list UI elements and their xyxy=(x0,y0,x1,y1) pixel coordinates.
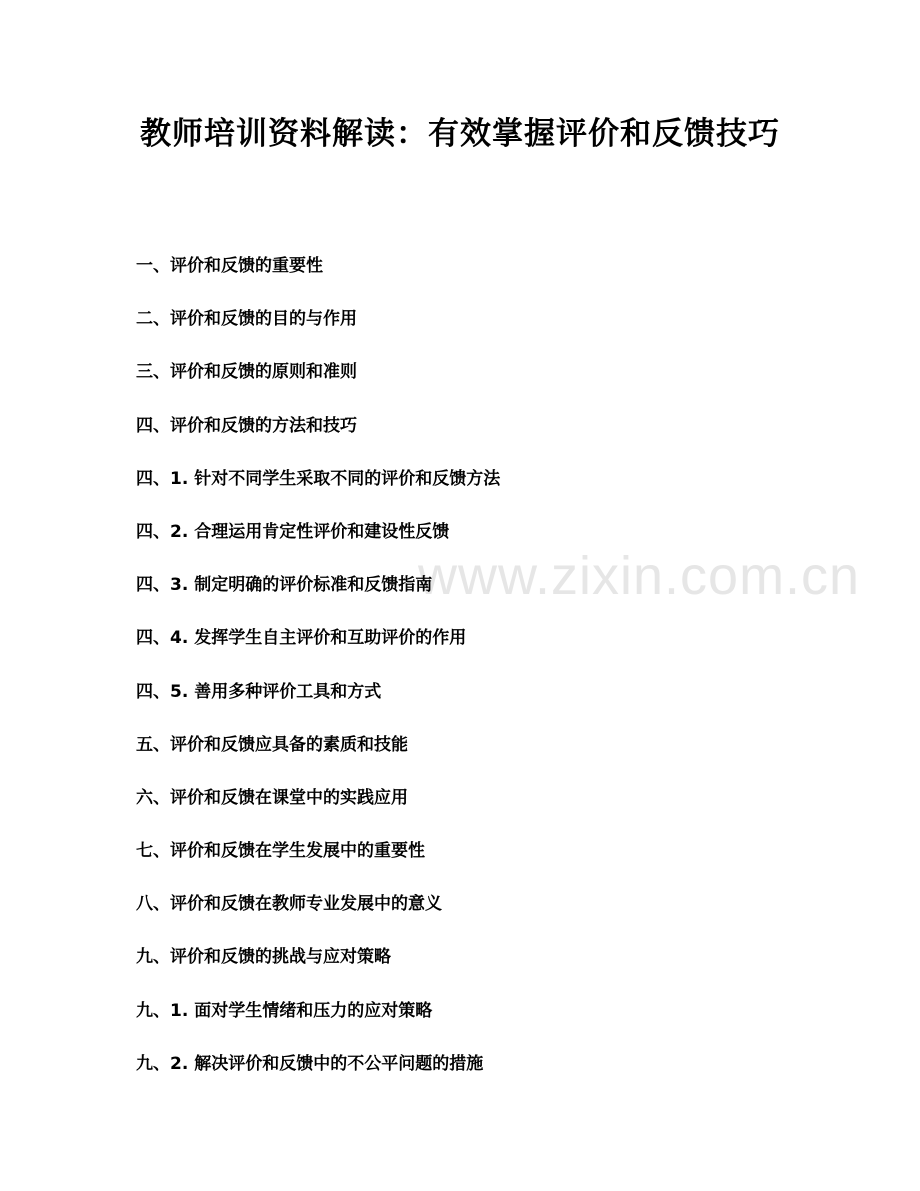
toc-item: 二、评价和反馈的目的与作用 xyxy=(136,309,357,330)
toc-item: 九、1. 面对学生情绪和压力的应对策略 xyxy=(136,1000,433,1021)
toc-item: 四、3. 制定明确的评价标准和反馈指南 xyxy=(136,575,433,596)
toc-item: 四、1. 针对不同学生采取不同的评价和反馈方法 xyxy=(136,468,501,489)
toc-item: 三、评价和反馈的原则和准则 xyxy=(136,362,357,383)
toc-item: 四、5. 善用多种评价工具和方式 xyxy=(136,681,382,702)
toc-item: 九、2. 解决评价和反馈中的不公平问题的措施 xyxy=(136,1053,484,1074)
document-title: 教师培训资料解读：有效掌握评价和反馈技巧 xyxy=(140,116,780,152)
toc-item: 四、评价和反馈的方法和技巧 xyxy=(136,415,357,436)
toc-item: 六、评价和反馈在课堂中的实践应用 xyxy=(136,787,408,808)
toc-item: 一、评价和反馈的重要性 xyxy=(136,256,323,276)
watermark-text: www.zixin.com.cn xyxy=(418,546,861,606)
toc-item: 七、评价和反馈在学生发展中的重要性 xyxy=(136,841,425,862)
toc-item: 四、2. 合理运用肯定性评价和建设性反馈 xyxy=(136,521,450,542)
toc-item: 八、评价和反馈在教师专业发展中的意义 xyxy=(136,894,442,915)
table-of-contents xyxy=(136,250,500,1101)
toc-item: 九、评价和反馈的挑战与应对策略 xyxy=(136,947,391,968)
toc-item: 五、评价和反馈应具备的素质和技能 xyxy=(136,734,408,755)
toc-item: 四、4. 发挥学生自主评价和互助评价的作用 xyxy=(136,628,467,649)
